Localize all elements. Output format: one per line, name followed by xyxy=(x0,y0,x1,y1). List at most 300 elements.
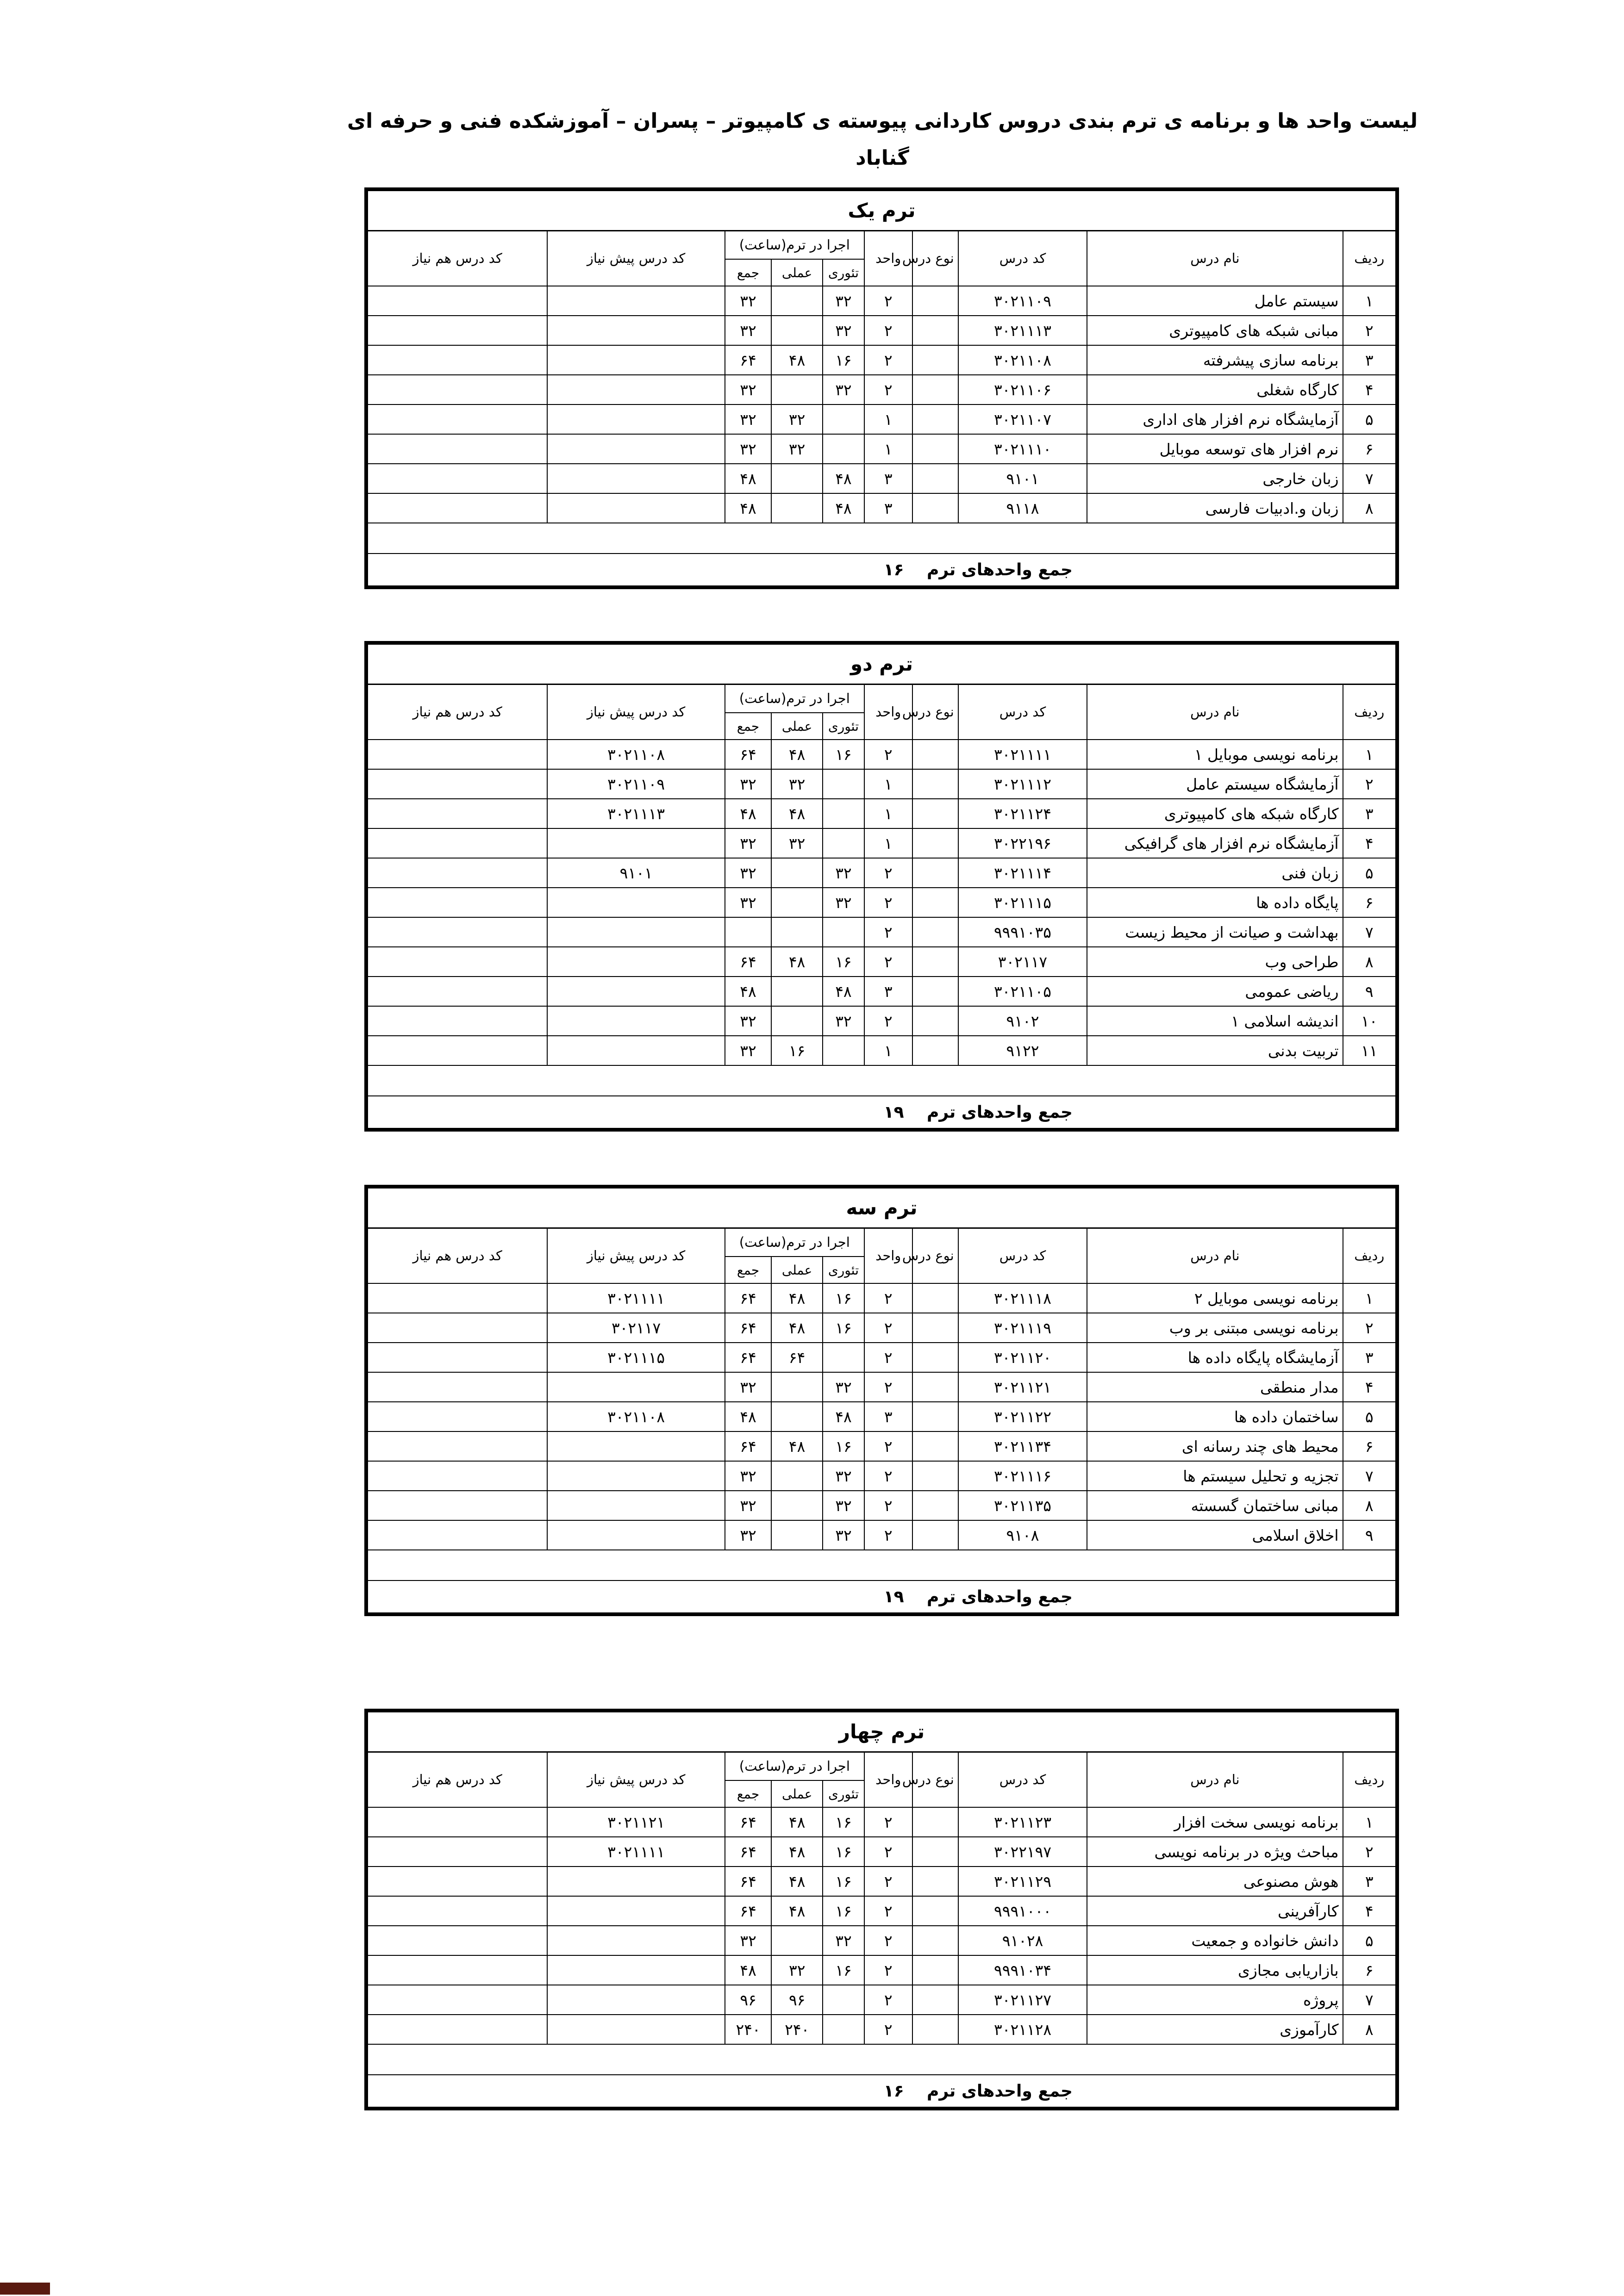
table-row xyxy=(368,493,1396,523)
term-sum-label: جمع واحدهای ترم xyxy=(912,2075,1087,2107)
row-units: ۱ xyxy=(864,799,912,828)
empty-cell xyxy=(368,2044,1396,2075)
row-course-code: ۳۰۲۱۱۱۰ xyxy=(958,434,1087,464)
term-title: ترم چهار xyxy=(368,1712,1396,1752)
row-course-type xyxy=(912,769,958,799)
row-theory-hours: ۳۲ xyxy=(823,375,864,404)
row-corequisite xyxy=(368,1867,547,1896)
term-sum-row xyxy=(368,554,1396,586)
row-corequisite xyxy=(368,1926,547,1955)
table-row xyxy=(368,1313,1396,1343)
row-theory-hours: ۱۶ xyxy=(823,1837,864,1867)
sum-spacer xyxy=(1087,1096,1396,1128)
row-course-type xyxy=(912,799,958,828)
header-radif: ردیف xyxy=(1343,1228,1396,1283)
row-units: ۱ xyxy=(864,769,912,799)
row-prerequisite xyxy=(547,434,725,464)
row-theory-hours: ۱۶ xyxy=(823,1431,864,1461)
row-course-type xyxy=(912,1867,958,1896)
row-practical-hours: ۴۸ xyxy=(771,1283,823,1313)
row-theory-hours: ۴۸ xyxy=(823,977,864,1006)
row-total-hours: ۳۲ xyxy=(725,404,771,434)
header-course-type: نوع درس xyxy=(912,230,958,286)
header-corequisite: کد درس هم نیاز xyxy=(368,1752,547,1807)
row-course-name: سیستم عامل xyxy=(1087,286,1343,316)
row-course-code: ۳۰۲۱۱۲۷ xyxy=(958,1985,1087,2015)
table-row xyxy=(368,1926,1396,1955)
row-course-name: دانش خانواده و جمعیت xyxy=(1087,1926,1343,1955)
row-corequisite xyxy=(368,493,547,523)
row-radif: ۸ xyxy=(1343,1491,1396,1520)
row-course-code: ۹۱۱۸ xyxy=(958,493,1087,523)
row-units: ۲ xyxy=(864,1955,912,1985)
row-course-code: ۳۰۲۱۱۲۰ xyxy=(958,1343,1087,1372)
table-row xyxy=(368,828,1396,858)
row-units: ۲ xyxy=(864,1926,912,1955)
row-course-name: زبان فنی xyxy=(1087,858,1343,888)
row-course-code: ۳۰۲۱۱۱۵ xyxy=(958,888,1087,917)
row-course-type xyxy=(912,316,958,345)
sum-spacer xyxy=(1087,2075,1396,2107)
table-row xyxy=(368,947,1396,977)
row-course-name: برنامه نویسی موبایل ۲ xyxy=(1087,1283,1343,1313)
row-units: ۲ xyxy=(864,1283,912,1313)
row-course-name: محیط های چند رسانه ای xyxy=(1087,1431,1343,1461)
header-row xyxy=(368,1752,1396,1780)
row-course-name: برنامه نویسی موبایل ۱ xyxy=(1087,740,1343,769)
table-row xyxy=(368,1372,1396,1402)
row-theory-hours: ۱۶ xyxy=(823,1955,864,1985)
row-course-type xyxy=(912,1313,958,1343)
row-radif: ۱ xyxy=(1343,1807,1396,1837)
row-corequisite xyxy=(368,1313,547,1343)
row-course-name: پروژه xyxy=(1087,1985,1343,2015)
empty-row xyxy=(368,1065,1396,1096)
table-row xyxy=(368,1807,1396,1837)
row-corequisite xyxy=(368,740,547,769)
row-practical-hours: ۳۲ xyxy=(771,828,823,858)
row-radif: ۷ xyxy=(1343,917,1396,947)
row-practical-hours: ۶۴ xyxy=(771,1343,823,1372)
row-course-type xyxy=(912,1343,958,1372)
row-units: ۲ xyxy=(864,1985,912,2015)
row-total-hours: ۳۲ xyxy=(725,434,771,464)
table-row xyxy=(368,434,1396,464)
row-practical-hours: ۴۸ xyxy=(771,740,823,769)
row-total-hours xyxy=(725,917,771,947)
table-row xyxy=(368,1491,1396,1520)
row-practical-hours: ۱۶ xyxy=(771,1036,823,1065)
row-prerequisite xyxy=(547,1955,725,1985)
row-radif: ۴ xyxy=(1343,375,1396,404)
row-course-name: پایگاه داده ها xyxy=(1087,888,1343,917)
row-total-hours: ۳۲ xyxy=(725,1372,771,1402)
row-practical-hours xyxy=(771,888,823,917)
row-theory-hours xyxy=(823,2015,864,2044)
row-prerequisite xyxy=(547,1461,725,1491)
row-practical-hours xyxy=(771,858,823,888)
row-units: ۲ xyxy=(864,888,912,917)
row-radif: ۳ xyxy=(1343,1867,1396,1896)
row-course-name: هوش مصنوعی xyxy=(1087,1867,1343,1896)
row-theory-hours: ۱۶ xyxy=(823,740,864,769)
term-title-row xyxy=(368,1188,1396,1228)
row-course-code: ۳۰۲۱۱۰۷ xyxy=(958,404,1087,434)
row-course-name: کارآفرینی xyxy=(1087,1896,1343,1926)
row-corequisite xyxy=(368,1837,547,1867)
row-prerequisite xyxy=(547,1431,725,1461)
row-course-code: ۳۰۲۲۱۹۶ xyxy=(958,828,1087,858)
row-prerequisite: ۳۰۲۱۱۱۳ xyxy=(547,799,725,828)
row-theory-hours xyxy=(823,1985,864,2015)
row-course-name: کارآموزی xyxy=(1087,2015,1343,2044)
row-prerequisite: ۳۰۲۱۱۰۸ xyxy=(547,740,725,769)
row-prerequisite: ۳۰۲۱۱۲۱ xyxy=(547,1807,725,1837)
row-prerequisite xyxy=(547,917,725,947)
row-prerequisite xyxy=(547,404,725,434)
row-practical-hours xyxy=(771,1402,823,1431)
row-theory-hours xyxy=(823,434,864,464)
row-course-name: مبانی ساختمان گسسته xyxy=(1087,1491,1343,1520)
row-course-type xyxy=(912,1985,958,2015)
row-practical-hours xyxy=(771,977,823,1006)
row-theory-hours: ۳۲ xyxy=(823,1491,864,1520)
header-theory: تئوری xyxy=(823,713,864,740)
row-total-hours: ۴۸ xyxy=(725,464,771,493)
header-prerequisite: کد درس پیش نیاز xyxy=(547,684,725,740)
term-table-1 xyxy=(364,187,1399,589)
row-course-type xyxy=(912,828,958,858)
row-units: ۲ xyxy=(864,375,912,404)
row-total-hours: ۳۲ xyxy=(725,316,771,345)
row-practical-hours: ۳۲ xyxy=(771,769,823,799)
row-practical-hours xyxy=(771,1520,823,1550)
row-course-type xyxy=(912,1283,958,1313)
row-practical-hours: ۴۸ xyxy=(771,1313,823,1343)
row-theory-hours: ۳۲ xyxy=(823,1372,864,1402)
table-row xyxy=(368,769,1396,799)
row-theory-hours: ۳۲ xyxy=(823,858,864,888)
row-total-hours: ۳۲ xyxy=(725,1006,771,1036)
row-total-hours: ۴۸ xyxy=(725,977,771,1006)
header-practical: عملی xyxy=(771,1780,823,1807)
row-theory-hours xyxy=(823,828,864,858)
row-total-hours: ۳۲ xyxy=(725,1926,771,1955)
row-units: ۲ xyxy=(864,316,912,345)
row-radif: ۱ xyxy=(1343,286,1396,316)
row-course-name: بازاریابی مجازی xyxy=(1087,1955,1343,1985)
corner-watermark-badge xyxy=(0,2283,50,2295)
table-row xyxy=(368,316,1396,345)
row-course-code: ۳۰۲۱۱۱۶ xyxy=(958,1461,1087,1491)
row-practical-hours xyxy=(771,1372,823,1402)
row-corequisite xyxy=(368,1431,547,1461)
term-sum-label: جمع واحدهای ترم xyxy=(912,1096,1087,1128)
row-theory-hours: ۱۶ xyxy=(823,947,864,977)
row-units: ۳ xyxy=(864,1402,912,1431)
row-units: ۱ xyxy=(864,404,912,434)
row-practical-hours xyxy=(771,917,823,947)
row-corequisite xyxy=(368,977,547,1006)
course-table xyxy=(367,190,1396,586)
header-course-name: نام درس xyxy=(1087,1752,1343,1807)
row-theory-hours: ۱۶ xyxy=(823,345,864,375)
row-prerequisite: ۳۰۲۱۱۱۵ xyxy=(547,1343,725,1372)
row-corequisite xyxy=(368,316,547,345)
row-units: ۲ xyxy=(864,1491,912,1520)
row-course-code: ۳۰۲۱۱۲۱ xyxy=(958,1372,1087,1402)
row-course-type xyxy=(912,434,958,464)
sum-spacer xyxy=(1087,1580,1396,1613)
header-course-code: کد درس xyxy=(958,684,1087,740)
header-corequisite: کد درس هم نیاز xyxy=(368,230,547,286)
table-row xyxy=(368,2015,1396,2044)
header-practical: عملی xyxy=(771,259,823,286)
header-radif: ردیف xyxy=(1343,684,1396,740)
header-hours: اجرا در ترم(ساعت) xyxy=(725,1228,864,1257)
row-radif: ۶ xyxy=(1343,888,1396,917)
row-course-type xyxy=(912,1520,958,1550)
table-row xyxy=(368,375,1396,404)
header-course-code: کد درس xyxy=(958,230,1087,286)
row-course-name: مدار منطقی xyxy=(1087,1372,1343,1402)
row-total-hours: ۴۸ xyxy=(725,493,771,523)
row-course-name: مباحث ویژه در برنامه نویسی xyxy=(1087,1837,1343,1867)
sum-spacer xyxy=(1087,554,1396,586)
header-corequisite: کد درس هم نیاز xyxy=(368,1228,547,1283)
row-course-name: برنامه نویسی مبتنی بر وب xyxy=(1087,1313,1343,1343)
row-prerequisite xyxy=(547,493,725,523)
row-course-code: ۳۰۲۱۱۲۸ xyxy=(958,2015,1087,2044)
row-total-hours: ۲۴۰ xyxy=(725,2015,771,2044)
row-total-hours: ۶۴ xyxy=(725,1343,771,1372)
row-theory-hours xyxy=(823,917,864,947)
row-course-name: ریاضی عمومی xyxy=(1087,977,1343,1006)
row-prerequisite xyxy=(547,828,725,858)
row-units: ۱ xyxy=(864,1036,912,1065)
table-row xyxy=(368,286,1396,316)
row-radif: ۲ xyxy=(1343,1313,1396,1343)
header-course-type: نوع درس xyxy=(912,1228,958,1283)
page-title: لیست واحد ها و برنامه ی ترم بندی دروس کاردانی پیوسته ی کامپیوتر – پسران – آموزشکده فنی و حرفه ای گناباد xyxy=(347,109,1418,170)
row-radif: ۷ xyxy=(1343,1461,1396,1491)
table-row xyxy=(368,1036,1396,1065)
header-units: واحد xyxy=(864,684,912,740)
row-corequisite xyxy=(368,1520,547,1550)
row-course-type xyxy=(912,1431,958,1461)
header-hours: اجرا در ترم(ساعت) xyxy=(725,230,864,259)
row-prerequisite xyxy=(547,947,725,977)
row-units: ۲ xyxy=(864,1837,912,1867)
row-course-type xyxy=(912,888,958,917)
row-corequisite xyxy=(368,375,547,404)
row-prerequisite xyxy=(547,1372,725,1402)
empty-row xyxy=(368,1550,1396,1580)
row-units: ۱ xyxy=(864,434,912,464)
row-theory-hours: ۱۶ xyxy=(823,1283,864,1313)
row-practical-hours: ۴۸ xyxy=(771,1807,823,1837)
row-course-name: طراحی وب xyxy=(1087,947,1343,977)
row-units: ۲ xyxy=(864,917,912,947)
row-course-type xyxy=(912,345,958,375)
row-course-code: ۳۰۲۱۱۰۸ xyxy=(958,345,1087,375)
row-theory-hours: ۴۸ xyxy=(823,464,864,493)
row-total-hours: ۶۴ xyxy=(725,1807,771,1837)
header-row xyxy=(368,684,1396,713)
row-total-hours: ۴۸ xyxy=(725,1955,771,1985)
row-total-hours: ۳۲ xyxy=(725,286,771,316)
table-row xyxy=(368,1006,1396,1036)
table-row xyxy=(368,1520,1396,1550)
table-row xyxy=(368,1402,1396,1431)
header-theory: تئوری xyxy=(823,1780,864,1807)
row-radif: ۲ xyxy=(1343,316,1396,345)
row-prerequisite xyxy=(547,977,725,1006)
row-corequisite xyxy=(368,345,547,375)
row-corequisite xyxy=(368,1006,547,1036)
row-theory-hours: ۱۶ xyxy=(823,1867,864,1896)
header-prerequisite: کد درس پیش نیاز xyxy=(547,230,725,286)
table-row xyxy=(368,1985,1396,2015)
term-sum-label: جمع واحدهای ترم xyxy=(912,554,1087,586)
row-radif: ۶ xyxy=(1343,1955,1396,1985)
table-row xyxy=(368,977,1396,1006)
table-row xyxy=(368,1283,1396,1313)
row-radif: ۱۱ xyxy=(1343,1036,1396,1065)
row-corequisite xyxy=(368,1461,547,1491)
header-course-name: نام درس xyxy=(1087,684,1343,740)
row-total-hours: ۳۲ xyxy=(725,828,771,858)
row-prerequisite xyxy=(547,1036,725,1065)
table-row xyxy=(368,1343,1396,1372)
row-radif: ۹ xyxy=(1343,1520,1396,1550)
row-total-hours: ۶۴ xyxy=(725,740,771,769)
row-radif: ۳ xyxy=(1343,345,1396,375)
row-corequisite xyxy=(368,947,547,977)
row-units: ۲ xyxy=(864,286,912,316)
row-prerequisite xyxy=(547,1867,725,1896)
row-course-type xyxy=(912,2015,958,2044)
row-course-type xyxy=(912,493,958,523)
row-theory-hours: ۴۸ xyxy=(823,1402,864,1431)
course-table xyxy=(367,1711,1396,2108)
row-course-type xyxy=(912,977,958,1006)
row-course-type xyxy=(912,1036,958,1065)
row-practical-hours xyxy=(771,464,823,493)
table-row xyxy=(368,1867,1396,1896)
row-practical-hours: ۴۸ xyxy=(771,1896,823,1926)
row-theory-hours xyxy=(823,769,864,799)
term-table-2 xyxy=(364,641,1399,1132)
row-total-hours: ۹۶ xyxy=(725,1985,771,2015)
row-radif: ۹ xyxy=(1343,977,1396,1006)
term-sum-value: ۱۶ xyxy=(368,2075,912,2107)
term-title: ترم دو xyxy=(368,644,1396,684)
row-course-name: آزمایشگاه پایگاه داده ها xyxy=(1087,1343,1343,1372)
row-course-type xyxy=(912,1372,958,1402)
row-corequisite xyxy=(368,858,547,888)
row-course-name: آزمایشگاه نرم افزار های اداری xyxy=(1087,404,1343,434)
header-radif: ردیف xyxy=(1343,230,1396,286)
row-radif: ۱ xyxy=(1343,740,1396,769)
row-units: ۲ xyxy=(864,1372,912,1402)
row-total-hours: ۳۲ xyxy=(725,769,771,799)
row-units: ۲ xyxy=(864,1896,912,1926)
row-radif: ۳ xyxy=(1343,799,1396,828)
row-total-hours: ۶۴ xyxy=(725,1896,771,1926)
row-theory-hours: ۳۲ xyxy=(823,1006,864,1036)
header-practical: عملی xyxy=(771,1257,823,1283)
row-course-name: تجزیه و تحلیل سیستم ها xyxy=(1087,1461,1343,1491)
row-practical-hours xyxy=(771,1461,823,1491)
row-course-code: ۳۰۲۱۱۳۵ xyxy=(958,1491,1087,1520)
row-radif: ۵ xyxy=(1343,1926,1396,1955)
row-course-code: ۳۰۲۱۱۱۱ xyxy=(958,740,1087,769)
row-corequisite xyxy=(368,799,547,828)
row-course-code: ۹۱۰۲ xyxy=(958,1006,1087,1036)
row-total-hours: ۶۴ xyxy=(725,1431,771,1461)
table-row xyxy=(368,917,1396,947)
row-course-code: ۳۰۲۱۱۱۲ xyxy=(958,769,1087,799)
course-table xyxy=(367,644,1396,1129)
row-practical-hours xyxy=(771,493,823,523)
row-total-hours: ۶۴ xyxy=(725,1283,771,1313)
row-corequisite xyxy=(368,888,547,917)
row-course-code: ۹۱۰۲۸ xyxy=(958,1926,1087,1955)
term-title-row xyxy=(368,191,1396,230)
term-table-4 xyxy=(364,1709,1399,2110)
row-corequisite xyxy=(368,1491,547,1520)
row-total-hours: ۶۴ xyxy=(725,947,771,977)
row-radif: ۶ xyxy=(1343,434,1396,464)
row-course-code: ۳۰۲۱۱۱۴ xyxy=(958,858,1087,888)
row-course-code: ۳۰۲۱۱۱۳ xyxy=(958,316,1087,345)
row-corequisite xyxy=(368,404,547,434)
row-practical-hours: ۴۸ xyxy=(771,1837,823,1867)
row-theory-hours: ۳۲ xyxy=(823,286,864,316)
row-corequisite xyxy=(368,769,547,799)
row-course-name: نرم افزار های توسعه موبایل xyxy=(1087,434,1343,464)
row-prerequisite xyxy=(547,1926,725,1955)
row-practical-hours xyxy=(771,375,823,404)
row-corequisite xyxy=(368,1036,547,1065)
row-course-code: ۳۰۲۱۱۰۶ xyxy=(958,375,1087,404)
row-units: ۲ xyxy=(864,345,912,375)
row-total-hours: ۳۲ xyxy=(725,1491,771,1520)
header-course-name: نام درس xyxy=(1087,1228,1343,1283)
row-corequisite xyxy=(368,917,547,947)
header-total: جمع xyxy=(725,713,771,740)
row-total-hours: ۶۴ xyxy=(725,1313,771,1343)
row-course-code: ۳۰۲۱۱۲۹ xyxy=(958,1867,1087,1896)
row-total-hours: ۳۲ xyxy=(725,1520,771,1550)
row-theory-hours xyxy=(823,1036,864,1065)
row-practical-hours: ۳۲ xyxy=(771,404,823,434)
row-course-type xyxy=(912,1807,958,1837)
row-course-code: ۳۰۲۱۱۲۴ xyxy=(958,799,1087,828)
row-radif: ۴ xyxy=(1343,1896,1396,1926)
row-corequisite xyxy=(368,434,547,464)
row-practical-hours: ۴۸ xyxy=(771,947,823,977)
header-hours: اجرا در ترم(ساعت) xyxy=(725,1752,864,1780)
row-prerequisite xyxy=(547,286,725,316)
row-course-code: ۳۰۲۱۱۳۴ xyxy=(958,1431,1087,1461)
row-course-type xyxy=(912,375,958,404)
term-sum-value: ۱۹ xyxy=(368,1580,912,1613)
row-course-code: ۳۰۲۱۱۰۹ xyxy=(958,286,1087,316)
row-course-code: ۹۹۹۱۰۰۰ xyxy=(958,1896,1087,1926)
row-total-hours: ۳۲ xyxy=(725,888,771,917)
